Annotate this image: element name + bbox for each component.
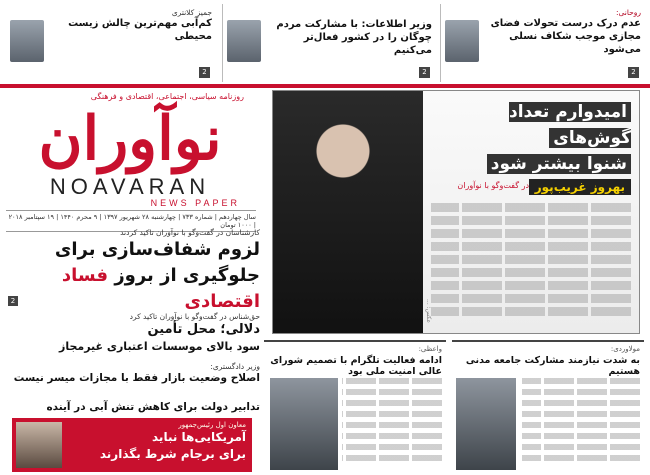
story-kicker: مولاوردی: [610, 345, 640, 353]
interviewee-name: بهروز غریب‌پور [529, 179, 631, 195]
feature-headline-line2: شنوا بیشتر شود [487, 154, 631, 174]
newspaper-logo: نوآوران [38, 104, 222, 174]
teaser-2[interactable] [222, 4, 436, 82]
feature-headline [431, 99, 631, 177]
story-kicker: معاون اول رئیس‌جمهور [178, 421, 246, 429]
story-photo [270, 378, 338, 470]
story-2[interactable] [10, 312, 260, 355]
photo-credit: عکس: ... [425, 298, 432, 323]
story-2-line2: سود بالای موسسات اعتباری غیرمجاز [59, 340, 260, 353]
lead-story-line2 [10, 263, 260, 315]
teaser-title: عدم درک درست تحولات فضای مجازی موجب شکاف نسلی می‌شود [490, 18, 641, 55]
story-body-text [522, 378, 640, 466]
story-2-kicker: حق‌شناس در گفت‌وگو با نوآوران تاکید کرد [129, 312, 260, 321]
teaser-photo [227, 20, 261, 62]
teaser-photo [10, 20, 44, 62]
page-number-badge: 2 [8, 296, 18, 306]
masthead-slogan: روزنامه سیاسی، اجتماعی، اقتصادی و فرهنگی [90, 92, 244, 101]
story-title: به شدت نیازمند مشارکت جامعه مدنی هستیم [465, 355, 640, 377]
story-title-line1: آمریکایی‌ها نباید [152, 430, 246, 444]
story-3-title: اصلاح وضعیت بازار فقط با مجازات میسر نیست [13, 372, 260, 384]
lead-story-highlight: فساد اقتصادی [61, 265, 260, 312]
page-number-badge: 2 [199, 67, 210, 78]
story-3-kicker: وزیر دادگستری: [210, 362, 260, 371]
teaser-kicker: جمیز کلانتری [171, 8, 212, 17]
dateline: سال چهاردهم | شماره ۷۳۳ | چهارشنبه ۲۸ شهریور ۱۳۹۷ | ۹ محرم ۱۴۴۰ | ۱۹ سپتامبر ۲۰۱۸ | ۱۰۰۰ تومان [6, 210, 256, 232]
lead-story-kicker: کارشناسان در گفت‌وگو با نوآوران تاکید کردند [120, 228, 260, 237]
story-title: ادامه فعالیت تلگرام با تصمیم شورای عالی امنیت ملی بود [270, 355, 442, 377]
newspaper-subtitle: NEWS PAPER [150, 198, 240, 208]
teaser-1[interactable] [440, 4, 645, 82]
feature-body-text [431, 203, 631, 320]
story-vaezi[interactable] [264, 340, 446, 475]
story-4-title: تدابیر دولت برای کاهش تنش آبی در آینده [46, 401, 260, 413]
red-divider [0, 84, 650, 88]
story-body-text [342, 378, 442, 466]
jahangiri-story[interactable] [12, 418, 252, 472]
newspaper-latin-name: NOAVARAN [49, 174, 211, 199]
lead-story-line2-a: جلوگیری از بروز [114, 265, 260, 286]
story-kicker: واعظی: [418, 345, 442, 353]
story-2-line1: دلالی؛ محل تأمین [147, 322, 260, 337]
teaser-photo [445, 20, 479, 62]
teaser-kicker: روحانی: [615, 8, 641, 17]
story-molaverdi[interactable] [452, 340, 644, 475]
page-number-badge: 2 [419, 67, 430, 78]
story-title-line2: برای برجام شرط بگذارند [99, 447, 246, 461]
masthead [10, 90, 250, 220]
teaser-title: کم‌آبی مهم‌ترین چالش زیست محیطی [68, 18, 212, 42]
story-3[interactable] [10, 362, 260, 386]
feature-photo [273, 91, 423, 334]
teaser-title: وزیر اطلاعات: با مشارکت مردم چوگان را در کشور فعال‌تر می‌کنیم [276, 19, 432, 56]
feature-interview[interactable] [272, 90, 640, 334]
page-number-badge: 2 [628, 67, 639, 78]
teaser-3[interactable] [6, 4, 216, 82]
story-4[interactable] [10, 400, 260, 415]
story-photo [16, 422, 62, 468]
lead-story[interactable] [10, 228, 260, 315]
feature-headline-line1: امیدوارم تعداد گوش‌های [508, 102, 631, 148]
feature-kicker: در گفت‌وگو با نوآوران [457, 181, 529, 190]
story-photo [456, 378, 516, 470]
lead-story-line1: لزوم شفاف‌سازی برای [54, 239, 260, 260]
